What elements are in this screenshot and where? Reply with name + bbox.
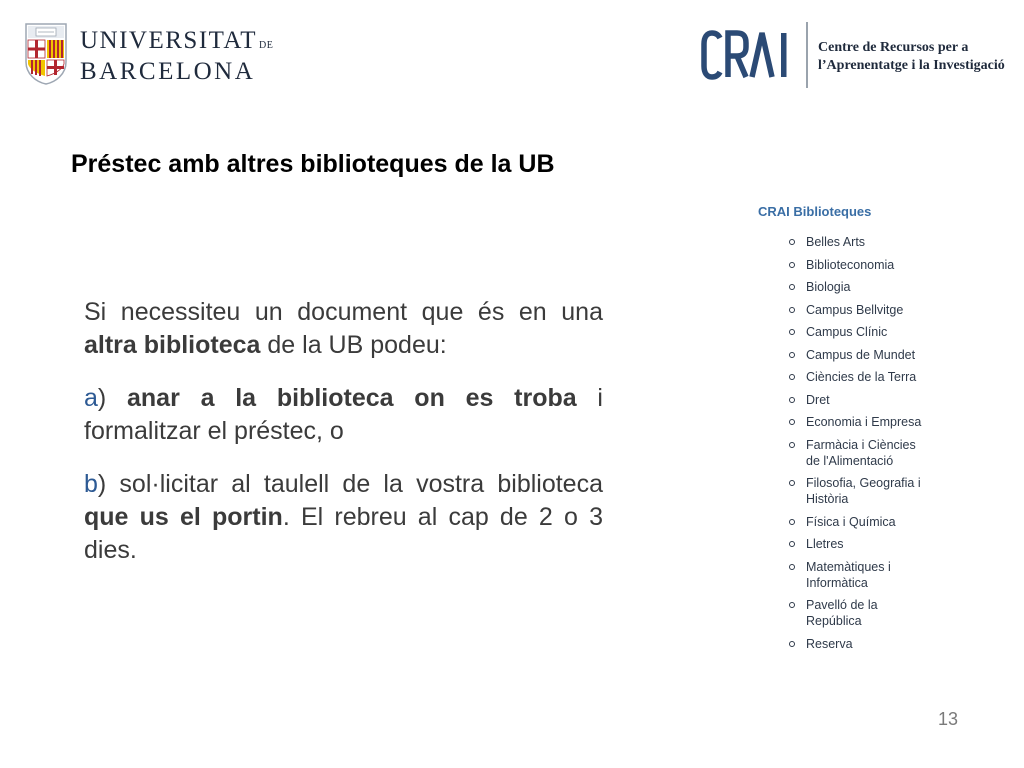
library-item[interactable] [787,437,978,469]
bullet-icon [789,519,795,525]
library-item[interactable] [787,369,978,385]
library-item[interactable] [787,347,978,363]
library-list-title[interactable]: CRAI Biblioteques [758,204,872,219]
bullet-icon [789,307,795,313]
library-item[interactable] [787,302,978,318]
library-item-label[interactable]: Campus Clínic [806,325,888,339]
option-a-text: i formalitzar el préstec, o [84,384,603,445]
crai-wordmark [700,26,796,84]
library-item[interactable] [787,559,978,591]
library-item[interactable] [787,257,978,273]
library-item-label[interactable]: Física i Química [806,514,896,529]
bullet-icon [789,284,795,290]
bullet-icon [789,262,795,268]
library-item-label[interactable]: Pavelló de la República [806,598,878,628]
p1-bold: altra biblioteca [84,331,261,359]
crai-divider [806,22,808,88]
bullet-icon [789,480,795,486]
page-title: Préstec amb altres biblioteques de la UB [71,150,555,178]
option-a-bold: anar a la biblioteca on es troba [127,384,577,412]
option-b-text: . El rebreu al cap de 2 o 3 dies. [84,503,603,564]
bullet-icon [789,374,795,380]
ub-wordmark-line2: BARCELONA [80,58,256,85]
library-item[interactable] [787,536,978,552]
library-item-label[interactable]: Biologia [806,280,851,294]
bullet-icon [789,419,795,425]
bullet-icon [789,329,795,335]
option-a-letter: a [84,384,98,412]
p1-text-b: de la UB podeu: [260,331,447,359]
paragraph-intro [84,296,603,362]
bullet-icon [789,442,795,448]
library-list [758,234,978,652]
library-item[interactable] [787,597,978,629]
bullet-icon [789,352,795,358]
library-item-label[interactable]: Ciències de la Terra [806,370,917,384]
p1-text-a: Si necessiteu un document que és en una [84,298,603,326]
crai-desc-line2: l’Aprenentatge i la Investigació [818,58,1005,73]
ub-wordmark-de: DE [259,40,274,51]
paragraph-option-a [84,382,603,448]
library-item[interactable] [787,234,978,250]
library-item[interactable] [787,475,978,507]
page-number: 13 [938,709,959,729]
library-item[interactable] [787,414,978,430]
library-item-label[interactable]: Filosofia, Geografia i Història [806,476,921,506]
bullet-icon [789,564,795,570]
library-item-label[interactable]: Biblioteconomia [806,257,895,272]
ub-wordmark [80,28,273,84]
library-item-label[interactable]: Campus de Mundet [806,347,916,362]
library-item-label[interactable]: Farmàcia i Ciències de l'Alimentació [806,437,916,468]
option-b-letter: b [84,470,98,498]
library-item-label[interactable]: Campus Bellvitge [806,302,904,317]
body-text [84,296,603,587]
bullet-icon [789,641,795,647]
library-item[interactable] [787,636,978,652]
library-item-label[interactable]: Economia i Empresa [806,415,922,429]
library-item-label[interactable]: Reserva [806,636,853,651]
ub-wordmark-line1: UNIVERSITAT [80,27,257,54]
bullet-icon [789,602,795,608]
library-item-label[interactable]: Matemàtiques i Informàtica [806,559,891,590]
library-item[interactable] [787,392,978,408]
library-item[interactable] [787,324,978,340]
library-item[interactable] [787,514,978,530]
paragraph-option-b [84,468,603,567]
option-b-bold: que us el portin [84,503,283,531]
crai-desc-line1: Centre de Recursos per a [818,40,969,55]
library-item-label[interactable]: Lletres [806,537,844,551]
crai-description [818,39,1005,75]
ub-crest-icon [24,22,68,86]
bullet-icon [789,239,795,245]
library-item[interactable] [787,279,978,295]
ub-logo [24,22,274,88]
library-item-label[interactable]: Dret [806,392,830,407]
option-a-paren: ) [97,384,127,412]
crai-logo [700,22,1016,88]
bullet-icon [789,541,795,547]
bullet-icon [789,397,795,403]
library-item-label[interactable]: Belles Arts [806,235,866,249]
option-b-paren: ) sol·licitar al taulell de la vostra biblioteca [97,470,603,498]
library-list-panel [758,204,978,658]
